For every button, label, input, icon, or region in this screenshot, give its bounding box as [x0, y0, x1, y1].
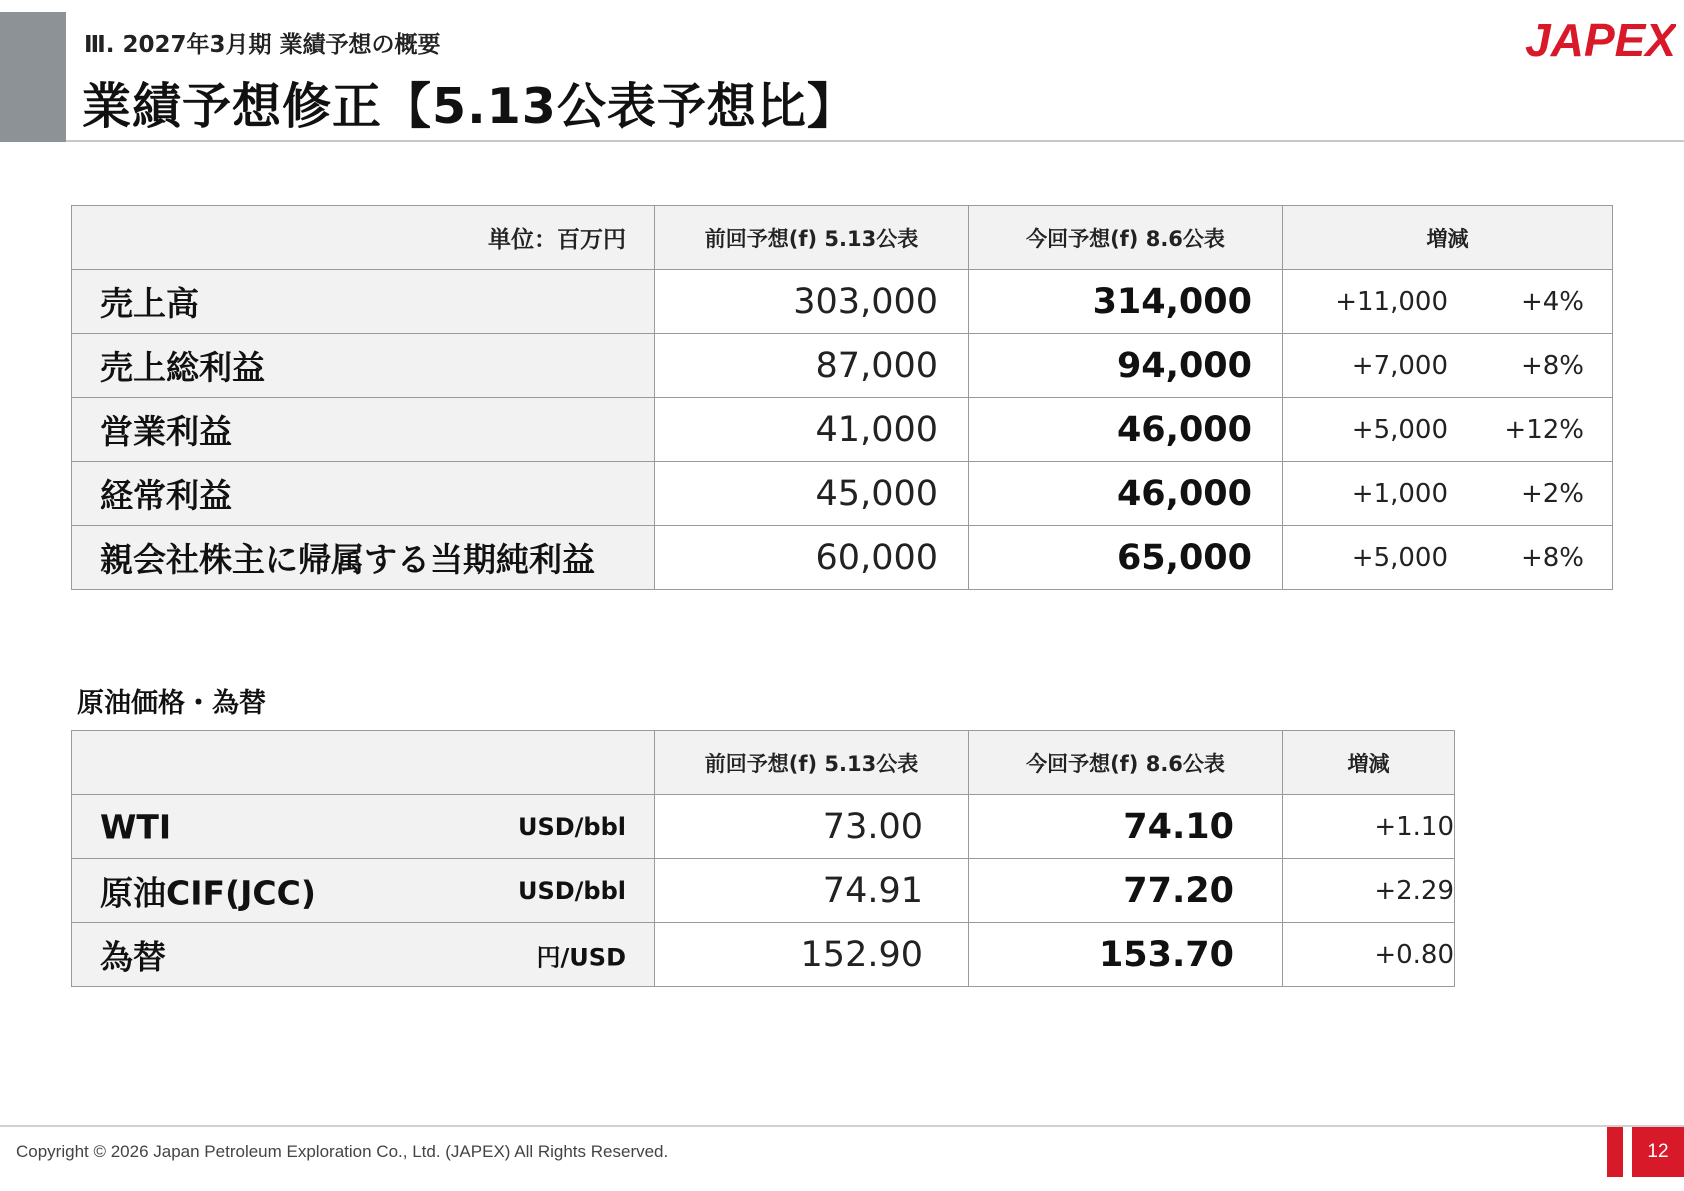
diff-cell — [1283, 398, 1613, 462]
prev-value: 60,000 — [655, 526, 969, 590]
japex-logo — [1498, 18, 1676, 64]
table-row — [72, 526, 1613, 590]
diff-value: +1,000 — [1351, 478, 1448, 509]
table-header-row — [72, 731, 1455, 795]
diff-cell — [1283, 334, 1613, 398]
diff-value: +2.29 — [1283, 859, 1455, 923]
table-row — [72, 462, 1613, 526]
diff-percent: +8% — [1520, 350, 1584, 381]
header-divider — [66, 140, 1684, 142]
diff-percent: +12% — [1504, 414, 1584, 445]
table-row — [72, 923, 1455, 987]
oil-price-fx-table — [71, 730, 1455, 987]
row-label: WTI — [100, 807, 172, 846]
diff-value: +11,000 — [1335, 286, 1448, 317]
curr-value: 314,000 — [969, 270, 1283, 334]
prev-value: 74.91 — [655, 859, 969, 923]
col-header-curr: 今回予想(f) 8.6公表 — [969, 206, 1283, 270]
diff-cell — [1283, 526, 1613, 590]
col-header-prev: 前回予想(f) 5.13公表 — [655, 206, 969, 270]
curr-value: 65,000 — [969, 526, 1283, 590]
header-accent-bar — [0, 12, 66, 142]
page-title: 業績予想修正【5.13公表予想比】 — [82, 78, 857, 135]
prev-value: 303,000 — [655, 270, 969, 334]
table-row — [72, 334, 1613, 398]
logo-text: JAPEX — [1525, 18, 1676, 64]
prev-value: 87,000 — [655, 334, 969, 398]
diff-value: +7,000 — [1351, 350, 1448, 381]
table-header-row — [72, 206, 1613, 270]
curr-value: 153.70 — [969, 923, 1283, 987]
diff-percent: +2% — [1520, 478, 1584, 509]
prev-value: 73.00 — [655, 795, 969, 859]
row-label-cell — [72, 859, 655, 923]
row-label-cell — [72, 923, 655, 987]
diff-value: +1.10 — [1283, 795, 1455, 859]
diff-cell — [1283, 270, 1613, 334]
unit-label: 単位：百万円 — [72, 206, 655, 270]
col-header-diff: 増減 — [1283, 731, 1455, 795]
row-label-cell — [72, 795, 655, 859]
footer-divider — [0, 1125, 1684, 1127]
section-label: Ⅲ. 2027年3月期 業績予想の概要 — [84, 32, 441, 58]
prev-value: 45,000 — [655, 462, 969, 526]
copyright-text: Copyright © 2026 Japan Petroleum Exploration Co., Ltd. (JAPEX) All Rights Reserved. — [16, 1142, 669, 1161]
curr-value: 46,000 — [969, 462, 1283, 526]
diff-percent: +8% — [1520, 542, 1584, 573]
page-number-box — [1632, 1127, 1684, 1177]
diff-value: +0.80 — [1283, 923, 1455, 987]
table-row — [72, 859, 1455, 923]
curr-value: 94,000 — [969, 334, 1283, 398]
diff-cell — [1283, 462, 1613, 526]
row-label: 経常利益 — [72, 462, 655, 526]
row-unit: USD/bbl — [517, 876, 626, 905]
row-label: 営業利益 — [72, 398, 655, 462]
table-row — [72, 398, 1613, 462]
curr-value: 46,000 — [969, 398, 1283, 462]
prev-value: 152.90 — [655, 923, 969, 987]
row-unit: 円/USD — [536, 943, 626, 971]
col-header-curr: 今回予想(f) 8.6公表 — [969, 731, 1283, 795]
row-label: 原油CIF(JCC) — [100, 873, 316, 912]
diff-value: +5,000 — [1351, 542, 1448, 573]
row-label: 売上高 — [72, 270, 655, 334]
col-header-diff: 増減 — [1283, 206, 1613, 270]
earnings-forecast-table — [71, 205, 1613, 590]
row-unit: USD/bbl — [517, 812, 626, 841]
row-label: 売上総利益 — [72, 334, 655, 398]
empty-header-cell — [72, 731, 655, 795]
row-label: 親会社株主に帰属する当期純利益 — [72, 526, 655, 590]
curr-value: 77.20 — [969, 859, 1283, 923]
prev-value: 41,000 — [655, 398, 969, 462]
page-number: 12 — [1647, 1141, 1669, 1162]
oil-fx-section-title: 原油価格・為替 — [77, 688, 266, 719]
footer-accent-stripe — [1607, 1127, 1623, 1177]
table-row — [72, 795, 1455, 859]
diff-value: +5,000 — [1351, 414, 1448, 445]
table-row — [72, 270, 1613, 334]
row-label: 為替 — [100, 937, 166, 976]
diff-percent: +4% — [1520, 286, 1584, 317]
curr-value: 74.10 — [969, 795, 1283, 859]
col-header-prev: 前回予想(f) 5.13公表 — [655, 731, 969, 795]
